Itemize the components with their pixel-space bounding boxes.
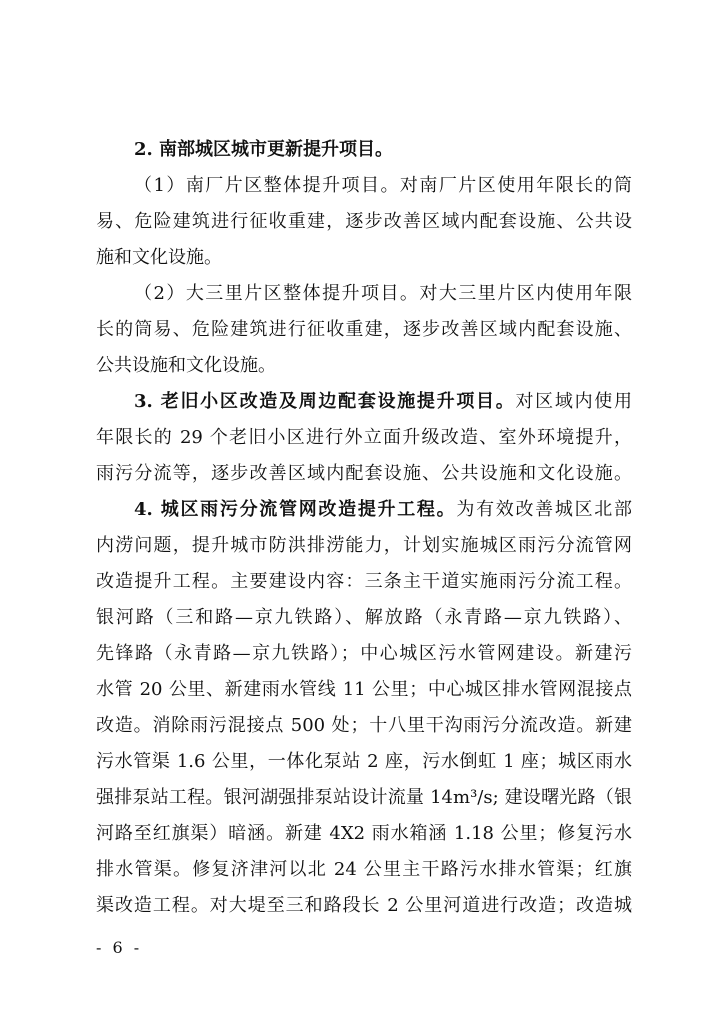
section-2-item-1-line: 易、危险建筑进行征收重建，逐步改善区域内配套设施、公共设 (96, 211, 632, 232)
section-2-item-1-line: 施和文化设施。 (96, 247, 222, 268)
section-2-item-1-line: （1）南厂片区整体提升项目。对南厂片区使用年限长的筒 (134, 175, 632, 196)
section-2-item-2-line: 公共设施和文化设施。 (96, 355, 276, 376)
section-4-first-line (96, 492, 632, 528)
document-body (96, 132, 632, 924)
section-2-item-2-line: （2）大三里片区整体提升项目。对大三里片区内使用年限 (134, 283, 632, 304)
section-4-line: 内涝问题，提升城市防洪排涝能力，计划实施城区雨污分流管网 (96, 535, 632, 556)
section-4-line: 改造提升工程。主要建设内容：三条主干道实施雨污分流工程。 (96, 571, 632, 592)
section-4-line: 渠改造工程。对大堤至三和路段长 2 公里河道进行改造；改造城 (96, 895, 632, 916)
section-4-title: 4. 城区雨污分流管网改造提升工程。 (134, 499, 457, 520)
section-4-text: 为有效改善城区北部 (456, 499, 632, 520)
section-4-line: 银河路（三和路—京九铁路）、解放路（永青路—京九铁路）、 (96, 607, 632, 628)
section-4-line: 排水管渠。修复济津河以北 24 公里主干路污水排水管渠；红旗 (96, 859, 632, 880)
section-3-title: 3. 老旧小区改造及周边配套设施提升项目。 (134, 391, 516, 412)
section-2-heading: 2. 南部城区城市更新提升项目。 (134, 139, 394, 160)
section-4-line: 水管 20 公里、新建雨水管线 11 公里；中心城区排水管网混接点 (96, 679, 632, 700)
section-4-line: 河路至红旗渠）暗涵。新建 4X2 雨水箱涵 1.18 公里；修复污水 (96, 823, 632, 844)
section-2-item-2-line: 长的筒易、危险建筑进行征收重建，逐步改善区域内配套设施、 (96, 319, 632, 340)
section-4-line: 先锋路（永青路—京九铁路）；中心城区污水管网建设。新建污 (96, 643, 632, 664)
page-number: - 6 - (96, 938, 143, 957)
section-4-line: 强排泵站工程。银河湖强排泵站设计流量 14m³/s; 建设曙光路（银 (96, 787, 632, 808)
section-3-first-line (96, 384, 632, 420)
section-3-line: 年限长的 29 个老旧小区进行外立面升级改造、室外环境提升， (96, 427, 632, 448)
section-3-text: 对区域内使用 (515, 391, 632, 412)
section-3-line: 雨污分流等，逐步改善区域内配套设施、公共设施和文化设施。 (96, 463, 632, 484)
section-4-line: 改造。消除雨污混接点 500 处；十八里干沟雨污分流改造。新建 (96, 715, 632, 736)
section-4-line: 污水管渠 1.6 公里，一体化泵站 2 座，污水倒虹 1 座；城区雨水 (96, 751, 632, 772)
